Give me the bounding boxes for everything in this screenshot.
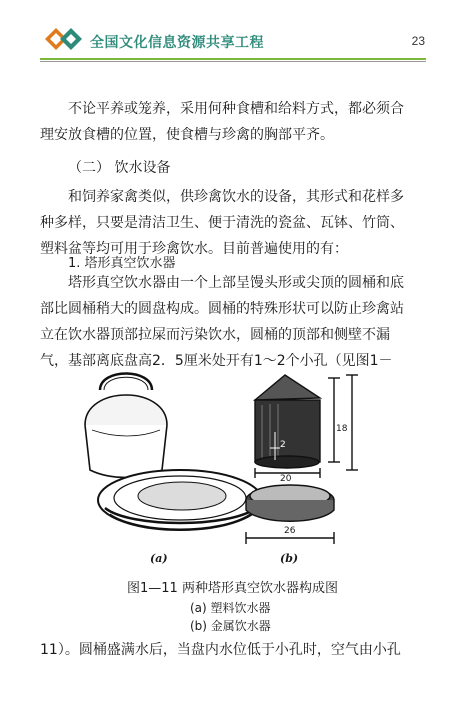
sub-heading: 1. 塔形真空饮水器 xyxy=(68,256,176,271)
page-number: 23 xyxy=(411,34,425,48)
page-header xyxy=(0,0,465,62)
para4-line1: 11）。圆桶盛满水后，当盘内水位低于小孔时，空气由小孔 xyxy=(40,642,401,658)
para2-line1: 和饲养家禽类似，供珍禽饮水的设备，其形式和花样多 xyxy=(68,189,404,205)
figure-subcaption-a: (a) 塑料饮水器 xyxy=(190,601,271,615)
dim-2: 2 xyxy=(280,440,286,450)
dim-20: 20 xyxy=(280,474,292,484)
figure-caption: 图1—11 两种塔形真空饮水器构成图 xyxy=(127,581,338,596)
site-title: 全国文化信息资源共享工程 xyxy=(90,35,264,51)
logo-diamond-icon xyxy=(40,24,90,54)
header-rule-thin xyxy=(40,61,426,62)
figure-illustration xyxy=(70,360,400,580)
section-heading: （二） 饮水设备 xyxy=(68,160,171,176)
para1-line2: 理安放食槽的位置，使食槽与珍禽的胸部平齐。 xyxy=(40,127,334,143)
header-rule xyxy=(40,58,426,60)
para3-line4: 气，基部离底盘高2．5厘米处开有1～2个小孔（见图1－ xyxy=(40,353,393,369)
para2-line2: 种多样，只要是清洁卫生、便于清洗的瓷盆、瓦钵、竹筒、 xyxy=(40,215,404,231)
plastic-drinker-drawing xyxy=(85,374,262,531)
figure-drinkers xyxy=(70,360,400,580)
dim-26: 26 xyxy=(284,526,296,536)
figure-label-b: (b) xyxy=(280,552,299,565)
metal-drinker-drawing xyxy=(246,375,358,544)
dim-18: 18 xyxy=(336,424,348,434)
para3-line3: 立在饮水器顶部拉屎而污染饮水，圆桶的顶部和侧壁不漏 xyxy=(40,327,390,343)
para2-line3: 塑料盆等均可用于珍禽饮水。目前普遍使用的有： xyxy=(40,241,348,257)
figure-label-a: (a) xyxy=(150,552,168,565)
figure-subcaption-b: (b) 金属饮水器 xyxy=(190,619,271,633)
para1-line1: 不论平养或笼养，采用何种食槽和给料方式，都必须合 xyxy=(68,101,404,117)
para3-line2: 部比圆桶稍大的圆盘构成。圆桶的特殊形状可以防止珍禽站 xyxy=(40,301,404,317)
para3-line1: 塔形真空饮水器由一个上部呈馒头形或尖顶的圆桶和底 xyxy=(68,275,404,291)
